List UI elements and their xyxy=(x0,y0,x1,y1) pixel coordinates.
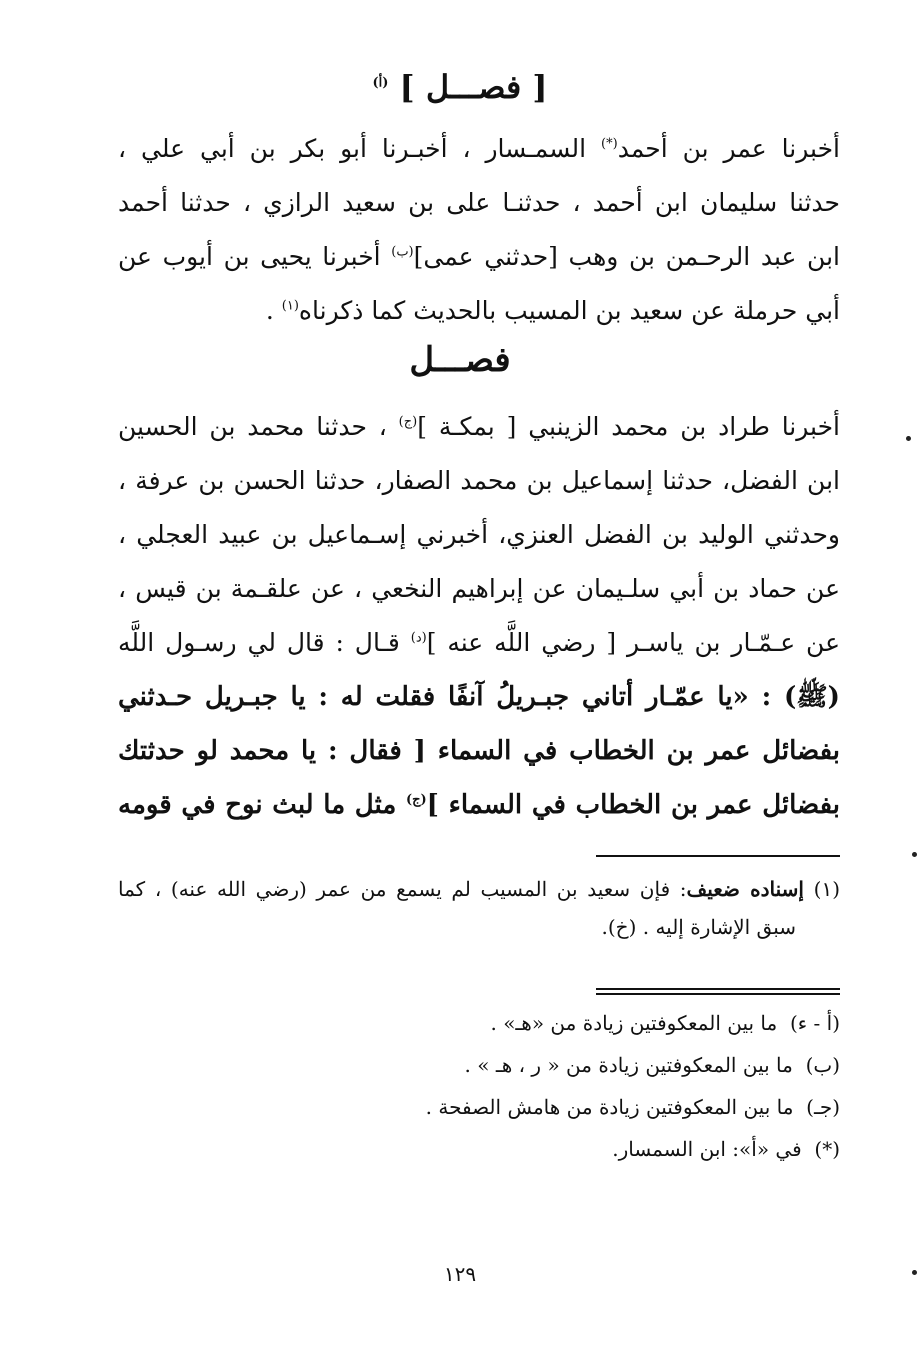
note-mark: (١) xyxy=(281,298,299,314)
editor-note-key: (ب) xyxy=(805,1053,840,1077)
note-mark: (ب) xyxy=(391,244,414,260)
footnote-1-line: (١) إسناده ضعيف: فإن سعيد بن المسيب لم يسمع من عمر (رضي الله عنه) ، كما xyxy=(118,877,840,901)
editor-notes xyxy=(118,1002,840,1170)
paragraph-1 xyxy=(118,122,840,338)
paragraph-2-line: وحدثني الوليد بن الفضل العنزي، أخبرني إسـماعيل بن عبيد العجلي ، xyxy=(118,520,840,549)
note-mark: (ج) xyxy=(398,414,418,430)
paragraph-2-line: أخبرنا طراد بن محمد الزينبي [ بمكـة ]$^{(ج)}$ ، حدثنا محمد بن الحسين xyxy=(118,412,841,441)
paragraph-1-line: أخبرنا عمر بن أحمد(*) السمـسار ، أخبـرنا أبو بكر بن أبي علي ، xyxy=(118,134,840,163)
paragraph-2-line: عن عـمّـار بن ياسـر [ رضي اللَّه عنه ]$^{(د)}$ قـال : قال لي رسـول اللَّه xyxy=(118,628,840,657)
note-mark: (ج) xyxy=(405,792,427,808)
margin-dot xyxy=(912,1270,917,1275)
section-heading-1-text: [ فصـــل ] xyxy=(399,68,548,106)
paragraph-1-line: أبي حرملة عن سعيد بن المسيب بالحديث كما ذكرناه$^{(١)}$ . xyxy=(265,296,840,325)
note-mark: (د) xyxy=(410,630,427,646)
note-mark: (*) xyxy=(601,136,618,152)
editor-note-key: (أ - ء) xyxy=(789,1011,840,1035)
paragraph-2 xyxy=(118,400,840,832)
editor-note-text: ما بين المعكوفتين زيادة من « ر ، هـ » . xyxy=(464,1053,793,1077)
editor-notes-rule xyxy=(596,988,840,995)
paragraph-1-line: حدثنا سليمان ابن أحمد ، حدثنـا على بن سعيد الرازي ، حدثنا أحمد xyxy=(118,188,840,217)
editor-note xyxy=(118,1086,840,1128)
paragraph-2-hadith-line: بفضائل عمر بن الخطاب في السماء [ فقال : يا محمد لو حدثتك xyxy=(118,736,840,766)
section-heading-1-mark: (أ) xyxy=(372,75,389,91)
editor-note-text: ما بين المعكوفتين زيادة من «هـ» . xyxy=(490,1011,778,1035)
editor-note xyxy=(118,1044,840,1086)
footnote-1 xyxy=(118,870,840,946)
margin-dot xyxy=(912,852,917,857)
section-heading-2-text: فصـــل xyxy=(409,340,511,380)
paragraph-1-line: ابن عبد الرحـمن بن وهب [حدثني عمى]$^{(ب)}$ أخبرنا يحيى بن أيوب عن xyxy=(118,242,840,271)
margin-dot xyxy=(906,436,911,441)
paragraph-2-line: عن حماد بن أبي سلـيمان عن إبراهيم النخعي ، عن علقـمة بن قيس ، xyxy=(118,574,840,603)
footnote-1-line: سبق الإشارة إليه . (خ). xyxy=(601,915,796,939)
editor-note xyxy=(118,1002,840,1044)
editor-note-key: (*) xyxy=(814,1137,840,1161)
footnote-label: إسناده ضعيف xyxy=(686,877,804,901)
footnote-number: (١) xyxy=(813,877,840,901)
editor-note-key: (جـ) xyxy=(806,1095,840,1119)
page-number: ١٢٩ xyxy=(443,1262,477,1286)
editor-note xyxy=(118,1128,840,1170)
footnote-rule xyxy=(596,855,840,857)
section-heading-1 xyxy=(0,68,920,106)
paragraph-2-line: ابن الفضل، حدثنا إسماعيل بن محمد الصفار، حدثنا الحسن بن عرفة ، xyxy=(118,466,840,495)
paragraph-2-hadith-line: (ﷺ) : «يا عمّـار أتاني جبـريلُ آنفًا فقلت له : يا جبـريل حـدثني xyxy=(118,682,840,712)
section-heading-2 xyxy=(0,340,920,380)
paragraph-2-hadith-line: بفضائل عمر بن الخطاب في السماء ]$^{(ج)}$ مثل ما لبث نوح في قومه xyxy=(118,790,840,820)
editor-note-text: ما بين المعكوفتين زيادة من هامش الصفحة . xyxy=(425,1095,794,1119)
editor-note-text: في «أ»: ابن السمسار. xyxy=(612,1137,802,1161)
